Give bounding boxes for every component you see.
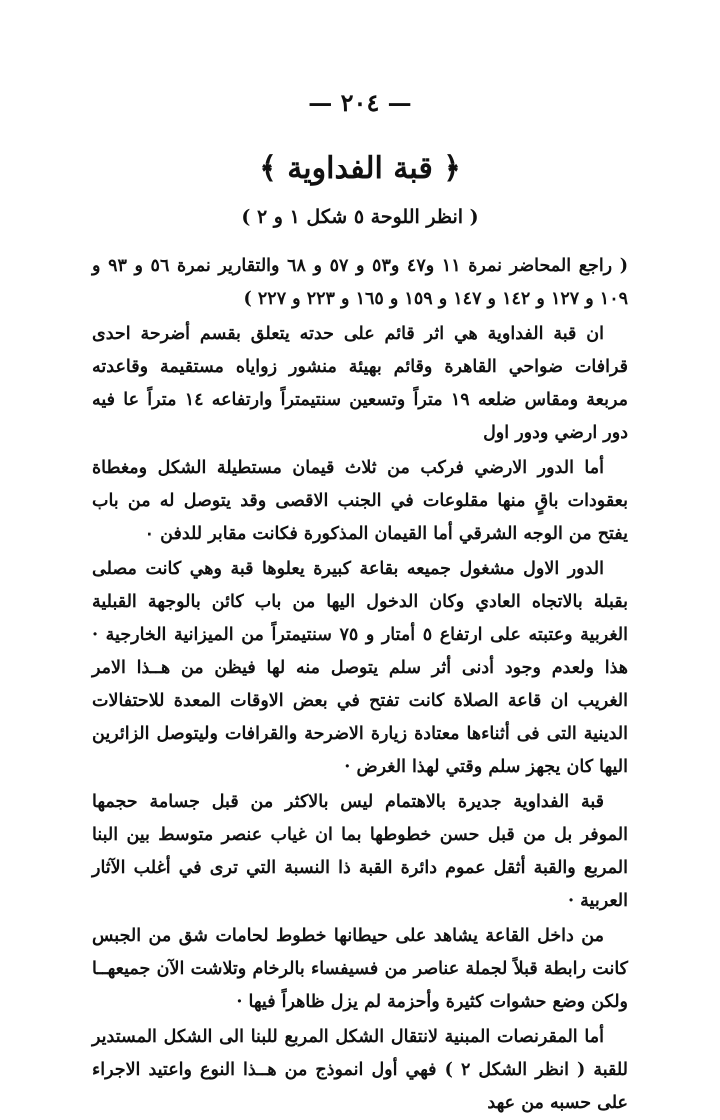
references-paragraph: ( راجع المحاضر نمرة ١١ و٤٧ و٥٣ و ٥٧ و ٦٨ والتقارير نمرة ٥٦ و ٩٣ و ١٠٩ و ١٢٧ و ١٤٢ و ١٤٧ و ١٥٩ و ١٦٥ و ٢٢٣ و ٢٢٧ ) — [92, 256, 629, 309]
paragraph-dome-significance: قبة الفداوية جديرة بالاهتمام ليس بالاكثر من قبل جسامة حجمها الموفر بل من قبل حسن خطوطها بما ان غياب عنصر متوسط بين البنا المربع والقبة أثقل عموم دائرة القبة ذا النسبة التي ترى في أغلب الآثار العربية · — [92, 792, 628, 911]
paragraph-first-floor: الدور الاول مشغول جميعه بقاعة كبيرة يعلوها قبة وهي كانت مصلى بقبلة بالاتجاه العادي وكان الدخول اليها من باب كائن بالوجهة القبلية الغربية وعتبته على ارتفاع ٥ أمتار و ٧٥ سنتيمتراً من الميزانية الخارجية · هذا ولعدم وجود أدنى أثر سلم يتوصل منه لها فيظن من هــذا الامر الغريب ان قاعة الصلاة كانت تفتح في بعض الاوقات المعدة للاحتفالات الدينية التى فى أثناءها معتادة زيارة الاضرحة والقرافات وليتوصل الزائرين اليها كان يجهز سلم وقتي لهذا الغرض · — [92, 559, 628, 777]
paragraph-description: ان قبة الفداوية هي اثر قائم على حدته يتعلق بقسم أضرحة احدى قرافات ضواحي القاهرة وقائم بهيئة منشور زواياه مستقيمة وقاعدته مربعة ومقاس ضلعه ١٩ متراً وتسعين سنتيمتراً وارتفاعه ١٤ متراً عا فيه دور ارضي ودور اول — [92, 324, 628, 443]
paragraph-interior-walls: من داخل القاعة يشاهد على حيطانها خطوط لحامات شق من الجبس كانت رابطة قبلاً لجملة عناصر من فسيفساء بالرخام وتلاشت الآن جميعهــا ولكن وضع حشوات كثيرة وأحزمة لم يزل ظاهراً فيها · — [92, 926, 628, 1012]
plate-reference: ( انظر اللوحة ٥ شكل ١ و ٢ ) — [241, 206, 479, 228]
body-text — [92, 250, 628, 1120]
page-number: — ٢٠٤ — — [308, 88, 412, 117]
section-title: ﴿ قبة الفداوية ﴾ — [259, 151, 461, 186]
paragraph-muqarnas: أما المقرنصات المبنية لانتقال الشكل المربع للبنا الى الشكل المستدير للقبة ( انظر الشكل ٢ ) فهي أول انموذج من هــذا النوع واعتيد الاجراء على حسبه من عهد — [92, 1027, 628, 1113]
paragraph-ground-floor: أما الدور الارضي فركب من ثلاث قيمان مستطيلة الشكل ومغطاة بعقودات باقٍ منها مقلوعات في الجنب الاقصى وقد يتوصل له من باب يفتح من الوجه الشرقي أما القيمان المذكورة فكانت مقابر للدفن ٠ — [92, 458, 628, 544]
